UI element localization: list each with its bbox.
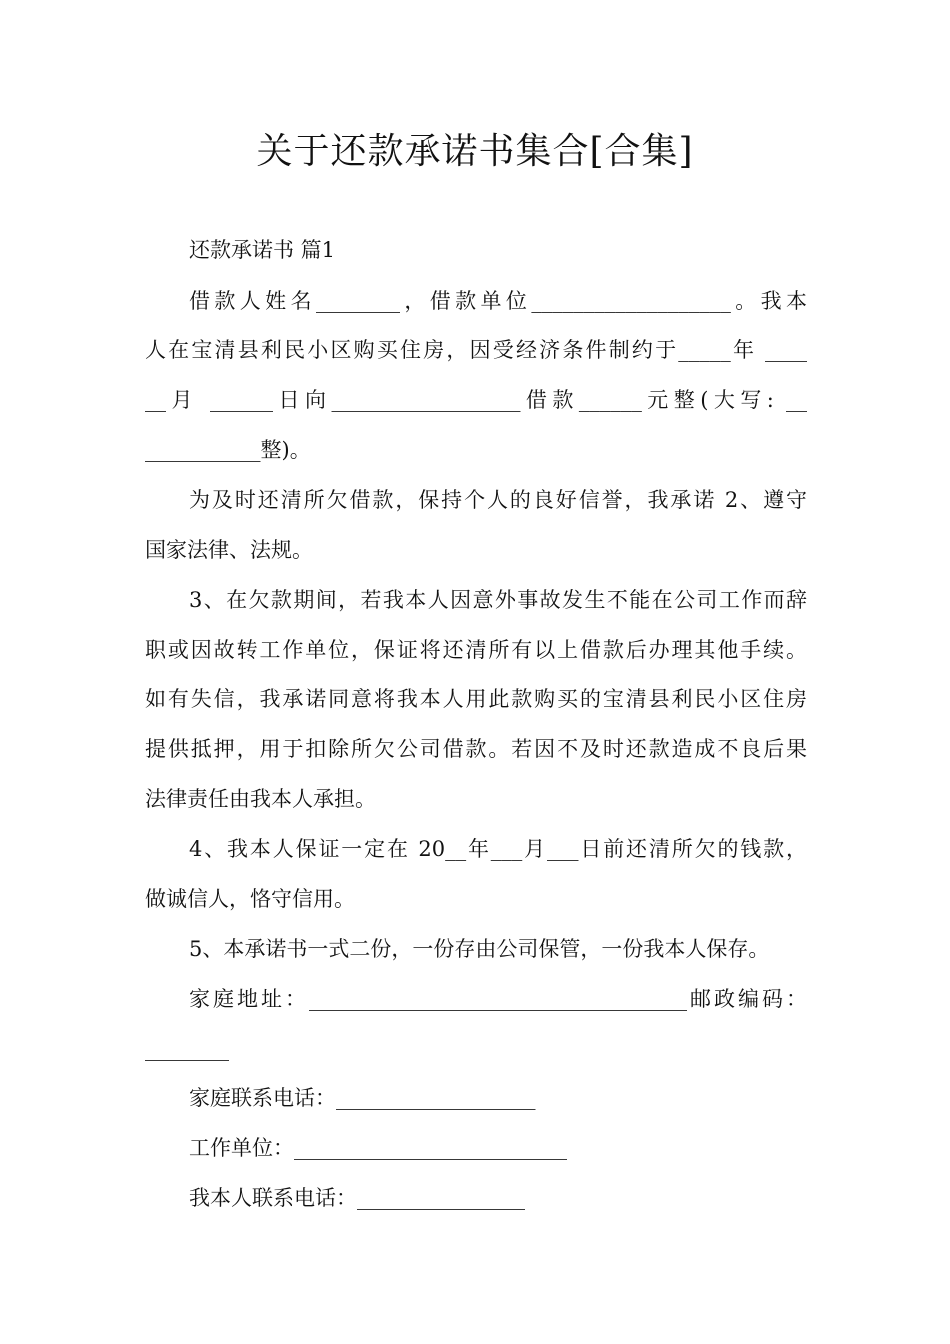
- paragraph-line: 做诚信人，恪守信用。: [145, 887, 355, 911]
- paragraph-line: ___________整)。: [145, 438, 311, 462]
- form-field-postcode-blank: ________: [145, 1037, 229, 1061]
- form-field-work-unit: 工作单位：__________________________: [189, 1136, 567, 1160]
- paragraph-line: __月 ______日向__________________借款______元整(大写: __: [145, 388, 807, 412]
- form-field-personal-phone: 我本人联系电话：________________: [189, 1186, 525, 1210]
- paragraph-line: 人在宝清县利民小区购买住房，因受经济条件制约于_____年 ____: [145, 338, 807, 362]
- paragraph-line: 4、我本人保证一定在 20__年___月___日前还清所欠的钱款，: [189, 837, 807, 861]
- form-field-home-phone: 家庭联系电话：___________________: [189, 1086, 536, 1110]
- paragraph-line: 国家法律、法规。: [145, 538, 313, 562]
- paragraph-line: 法律责任由我本人承担。: [145, 787, 376, 811]
- form-field-address: 家庭地址：____________________________________邮政编码：: [189, 987, 807, 1011]
- paragraph-line: 3、在欠款期间，若我本人因意外事故发生不能在公司工作而辞: [189, 588, 807, 612]
- document-title: 关于还款承诺书集合[合集]: [256, 131, 694, 172]
- paragraph-line: 职或因故转工作单位，保证将还清所有以上借款后办理其他手续。: [145, 638, 807, 662]
- section-heading: 还款承诺书 篇1: [189, 238, 336, 262]
- paragraph-line: 提供抵押，用于扣除所欠公司借款。若因不及时还款造成不良后果: [145, 737, 807, 761]
- paragraph-line: 借款人姓名________，借款单位___________________。我本: [189, 289, 807, 313]
- paragraph-line: 为及时还清所欠借款，保持个人的良好信誉，我承诺 2、遵守: [189, 488, 807, 512]
- paragraph-line: 5、本承诺书一式二份，一份存由公司保管，一份我本人保存。: [189, 937, 770, 961]
- paragraph-line: 如有失信，我承诺同意将我本人用此款购买的宝清县利民小区住房: [145, 687, 807, 711]
